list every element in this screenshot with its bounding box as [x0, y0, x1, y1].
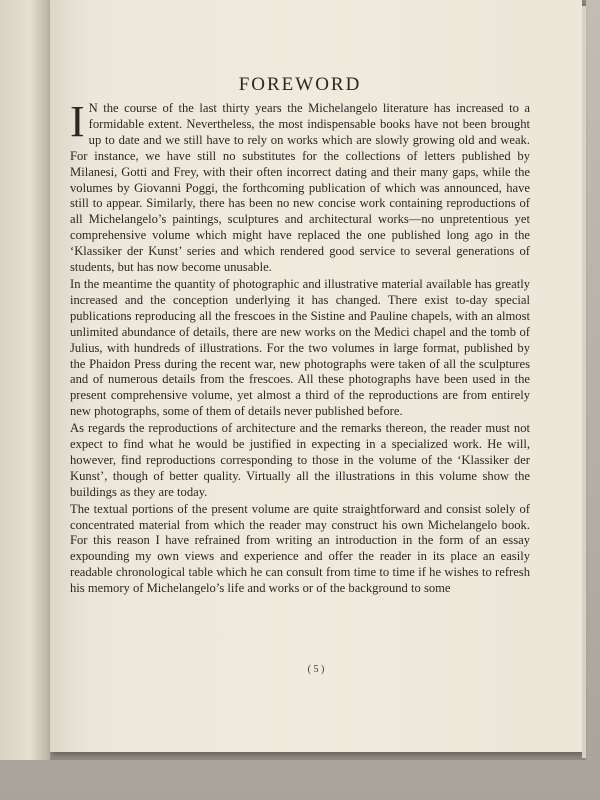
page-title: FOREWORD — [238, 74, 362, 95]
paragraph-4: The textual portions of the present volume are quite straightforward and consist solely of concentrated material from which the reader may construct his own Michelangelo book. For this reason I have refrained from writing an introduction in the form of an essay expounding my own views and experience and offer the reader in its place an easily readable chronological table which he can consult from time to time if he wishes to refresh his memory of Michelangelo’s life and works or of the background to some — [70, 501, 530, 596]
left-page — [0, 0, 51, 760]
drop-cap: I — [70, 97, 85, 146]
page-edge — [582, 6, 586, 758]
paragraph-1-text: N the course of the last thirty years the Michelangelo literature has increased to a formidable extent. Nevertheless, the most indispensable books have not been brought up to date and we still have to rely on works which are slowly growing old and weak. For instance, we have still no substitutes for the collections of letters published by Milanesi, Gotti and Frey, with their often incorrect dating and their many gaps, while the volumes by Giovanni Poggi, the forthcoming publication of which was announced, have still to appear. Similarly, there has been no new concise work containing reproductions of all Michelangelo’s paintings, sculptures and architectural works—no unpretentious yet comprehensive volume which might have replaced the one published long ago in the ‘Klassiker der Kunst’ series and which rendered good service to several generations of students, but has now become unusable. — [70, 101, 530, 275]
paragraph-2: In the meantime the quantity of photographic and illustrative material available has greatly increased and the conception underlying it has changed. There exist to-day special publications reproducing all the frescoes in the Sistine and Pauline chapels, with an almost unlimited abundance of details, there are new works on the Medici chapel and the tomb of Julius, with hundreds of illustrations. For the two volumes in large format, published by the Phaidon Press during the recent war, new photographs were taken of all the sculptures and of numerous details from the frescoes. All these photographs have been used in the present comprehensive volume, yet almost a third of the reproductions are from entirely new photographs, some of them of details never published before. — [70, 276, 530, 419]
paragraph-1 — [70, 97, 530, 276]
page-content — [70, 74, 530, 597]
paragraph-3: As regards the reproductions of architecture and the remarks thereon, the reader must not expect to find what he would be justified in expecting in a specialized work. He will, however, find reproductions corresponding to those in the volume of the ‘Klassiker der Kunst’, though of better quality. Virtually all the illustrations in this volume show the buildings as they are today. — [70, 421, 530, 499]
page-number: ( 5 ) — [307, 664, 325, 675]
